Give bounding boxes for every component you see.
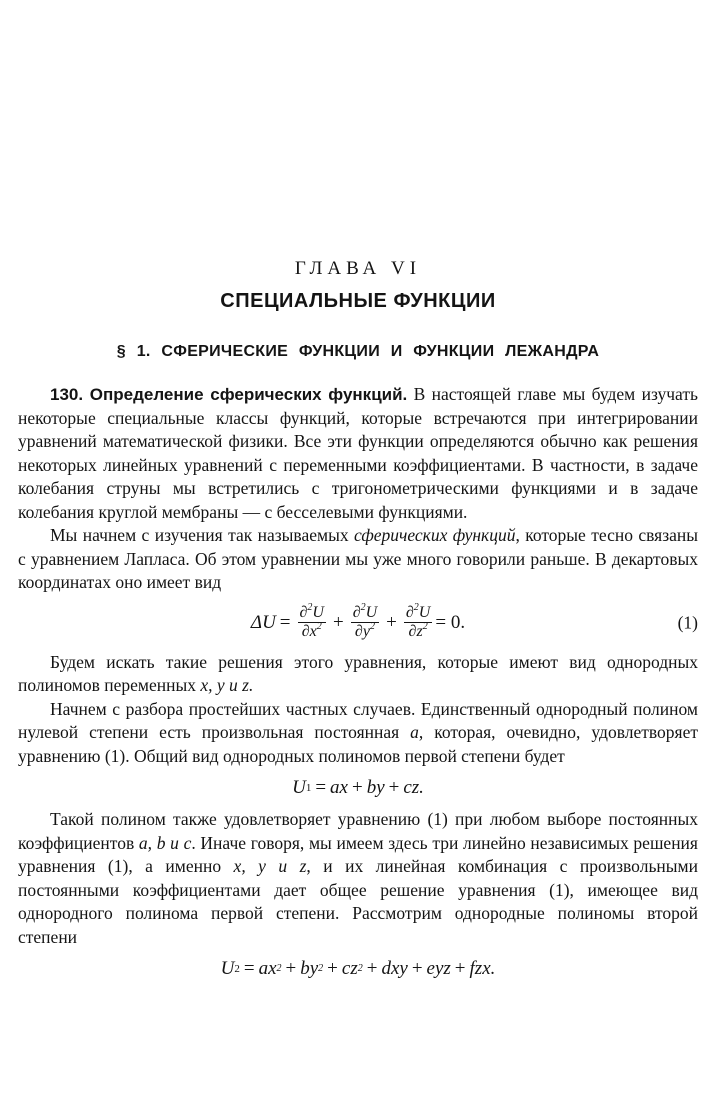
- paragraph-text: Начнем с разбора простейших частных случаев. Единственный однородный полином нулевой степени есть произвольная постоянная: [18, 698, 698, 742]
- constant-a: a: [410, 722, 419, 742]
- equation-number: (1): [677, 611, 698, 632]
- equation-rhs: = 0.: [435, 611, 466, 633]
- variables-xyz: x, y и z: [233, 856, 307, 876]
- paragraph-spherical: [18, 524, 698, 595]
- paragraph-text: В настоящей главе мы будем изучать некоторые специальные классы функций, которые встречаются при интегрировании уравнений математической физики. Все эти функции определяются обычно как решения некоторых линейных уравнений с переменными коэффициентами. В частности, в задаче колебания струны мы встретились с тригонометрическими функциями и в задаче колебания круглой мембраны — с бесселевыми функциями.: [18, 384, 699, 522]
- paragraph-text: . Иначе говоря, мы имеем здесь три линейно независимых решения уравнения (1), а именно: [18, 832, 698, 876]
- paragraph-text: , которые тесно связаны с уравнением Лапласа. Об этом уравнении мы уже много говорили раньше. В декартовых координатах оно имеет вид: [18, 525, 698, 592]
- variables-xyz: x, y и z.: [200, 675, 254, 695]
- paragraph-definition: [18, 383, 698, 524]
- equation-u1: U 1 = ax + by + cz.: [292, 777, 424, 799]
- paragraph-text: Будем искать такие решения этого уравнения, которые имеют вид однородных полиномов переменных: [18, 651, 698, 695]
- paragraph-text: , которая, очевидно, удовлетворяет уравнению (1). Общий вид однородных полиномов первой степени будет: [18, 722, 698, 766]
- paragraph-text: Мы начнем с изучения так называемых: [50, 525, 354, 545]
- emphasis-term: сферических функций: [353, 525, 516, 545]
- paragraph-first-degree: [18, 808, 698, 949]
- paragraph-text: , и их линейная комбинация с произвольными постоянными коэффициентами дает общее решение уравнения (1), имеющее вид однородного полинома первой степени. Рассмотрим однородные полиномы второй степени: [18, 856, 698, 947]
- book-page: [18, 0, 698, 1100]
- paragraph-heading: 130. Определение сферических функций.: [50, 385, 408, 404]
- coefficients-abc: a, b и c: [138, 832, 192, 853]
- section-title: § 1. СФЕРИЧЕСКИЕ ФУНКЦИИ И ФУНКЦИИ ЛЕЖАНДРА: [116, 343, 600, 360]
- equation-u2: U 2 = ax 2 + by 2 + cz 2 + dxy + eyz + fzx.: [220, 958, 496, 980]
- chapter-title: СПЕЦИАЛЬНЫЕ ФУНКЦИИ: [220, 290, 496, 312]
- equation-lhs: ΔU: [250, 611, 276, 633]
- paragraph-cases: [18, 698, 698, 769]
- paragraph-homogeneous: [18, 651, 698, 698]
- body-text: [18, 383, 698, 989]
- chapter-label: ГЛАВА VI: [294, 258, 422, 279]
- paragraph-text: Такой полином также удовлетворяет уравнению (1) при любом выборе постоянных коэффициентов: [18, 809, 698, 853]
- equation-laplace: ΔU = $\frac{\partial^2U}{\partial x^2}$ + $\frac{\partial^2U}{\partial y^2}$ + $\frac{\partial^2U}{\partial z^2}$ = 0. (1): [250, 602, 698, 640]
